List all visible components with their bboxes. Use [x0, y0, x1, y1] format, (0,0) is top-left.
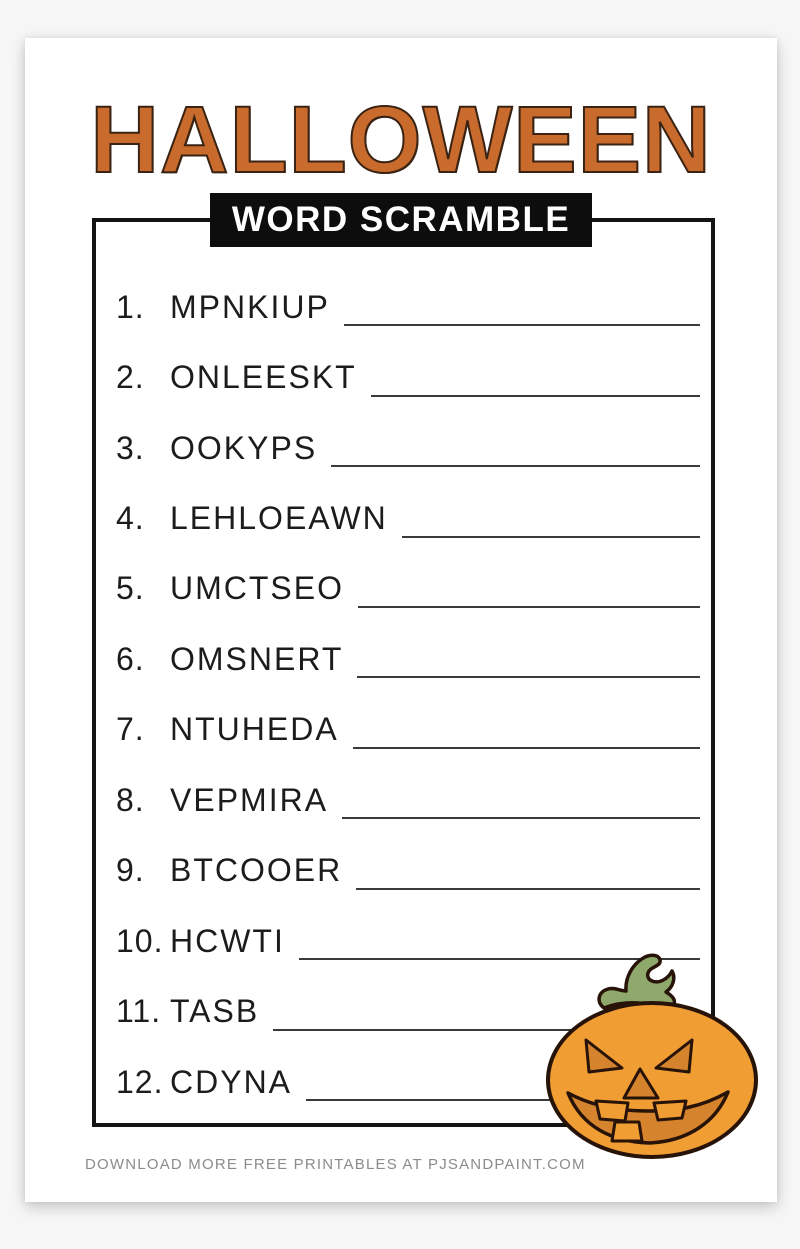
answer-blank — [358, 578, 700, 608]
printable-page — [25, 38, 777, 1202]
item-number: 6. — [116, 640, 145, 677]
page-title: HALLOWEEN — [90, 87, 712, 193]
list-item — [116, 483, 700, 553]
item-number: 11. — [116, 993, 162, 1030]
scrambled-word: ONLEESKT — [170, 359, 357, 396]
list-item — [116, 765, 700, 835]
item-number: 5. — [116, 570, 145, 607]
item-number: 9. — [116, 852, 145, 889]
jack-o-lantern-icon — [540, 950, 762, 1162]
list-item — [116, 836, 700, 906]
scrambled-word: CDYNA — [170, 1063, 293, 1100]
item-number: 4. — [116, 500, 145, 537]
list-item — [116, 342, 700, 412]
scrambled-word: LEHLOEAWN — [170, 500, 388, 537]
list-item — [116, 695, 700, 765]
answer-blank — [402, 508, 700, 538]
list-item — [116, 413, 700, 483]
scrambled-word: NTUHEDA — [170, 711, 339, 748]
list-item — [116, 554, 700, 624]
answer-blank — [353, 719, 700, 749]
subtitle-text: WORD SCRAMBLE — [231, 200, 571, 239]
item-number: 1. — [116, 288, 145, 325]
list-item — [116, 624, 700, 694]
subtitle-banner — [210, 193, 592, 247]
answer-blank — [371, 367, 700, 397]
scrambled-word: OMSNERT — [170, 640, 344, 677]
scrambled-word: UMCTSEO — [170, 570, 344, 607]
answer-blank — [344, 296, 700, 326]
item-number: 12. — [116, 1063, 164, 1100]
item-number: 10. — [116, 922, 164, 959]
item-number: 8. — [116, 781, 145, 818]
answer-blank — [342, 789, 700, 819]
item-number: 3. — [116, 429, 145, 466]
answer-blank — [331, 437, 700, 467]
scrambled-word: BTCOOER — [170, 852, 343, 889]
footer-credit: DOWNLOAD MORE FREE PRINTABLES AT PJSANDPAINT.COM — [85, 1156, 586, 1173]
list-item — [116, 272, 700, 342]
scrambled-word: HCWTI — [170, 922, 285, 959]
item-number: 7. — [116, 711, 145, 748]
answer-blank — [356, 860, 700, 890]
item-number: 2. — [116, 359, 145, 396]
scrambled-word: MPNKIUP — [170, 288, 330, 325]
answer-blank — [357, 648, 700, 678]
scrambled-word: VEPMIRA — [170, 781, 329, 818]
scrambled-word: TASB — [170, 993, 260, 1030]
scrambled-word: OOKYPS — [170, 429, 318, 466]
